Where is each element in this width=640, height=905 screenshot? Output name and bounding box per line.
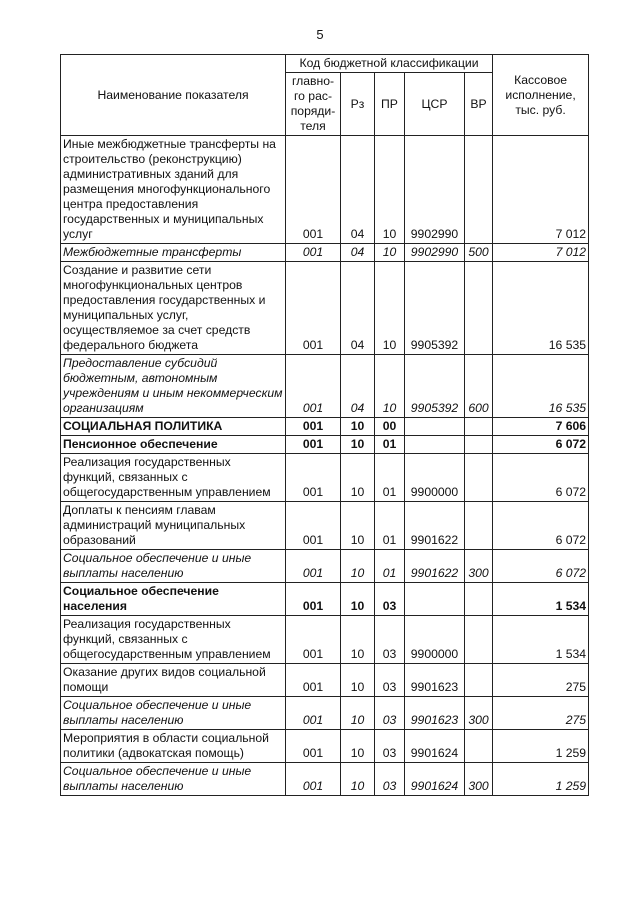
cell-csr bbox=[405, 418, 465, 436]
cell-csr: 9901624 bbox=[405, 730, 465, 763]
cell-vr: 300 bbox=[465, 763, 493, 796]
cell-name: Реализация государственных функций, связанных с общегосударственным управлением bbox=[61, 454, 286, 502]
cell-rz: 10 bbox=[341, 763, 375, 796]
cell-name: Предоставление субсидий бюджетным, автономным учреждениям и иным некоммерческим организациям bbox=[61, 355, 286, 418]
cell-vr bbox=[465, 502, 493, 550]
table-row bbox=[61, 664, 589, 697]
cell-gl: 001 bbox=[286, 550, 341, 583]
cell-rz: 10 bbox=[341, 616, 375, 664]
cell-csr: 9905392 bbox=[405, 355, 465, 418]
table-row bbox=[61, 436, 589, 454]
cell-vr bbox=[465, 616, 493, 664]
cell-rz: 10 bbox=[341, 418, 375, 436]
cell-vr bbox=[465, 583, 493, 616]
cell-pr: 03 bbox=[375, 763, 405, 796]
cell-pr: 03 bbox=[375, 730, 405, 763]
cell-name: Оказание других видов социальной помощи bbox=[61, 664, 286, 697]
cell-csr: 9901622 bbox=[405, 502, 465, 550]
cell-amount: 16 535 bbox=[493, 262, 589, 355]
cell-amount: 1 259 bbox=[493, 730, 589, 763]
cell-amount: 16 535 bbox=[493, 355, 589, 418]
cell-name: Пенсионное обеспечение bbox=[61, 436, 286, 454]
page-number: 5 bbox=[316, 27, 324, 42]
cell-gl: 001 bbox=[286, 763, 341, 796]
cell-csr: 9901623 bbox=[405, 664, 465, 697]
cell-rz: 10 bbox=[341, 583, 375, 616]
table-row bbox=[61, 583, 589, 616]
budget-table bbox=[60, 54, 589, 796]
cell-pr: 03 bbox=[375, 583, 405, 616]
cell-vr bbox=[465, 664, 493, 697]
cell-gl: 001 bbox=[286, 436, 341, 454]
cell-csr bbox=[405, 436, 465, 454]
cell-pr: 01 bbox=[375, 502, 405, 550]
table-row bbox=[61, 697, 589, 730]
cell-gl: 001 bbox=[286, 730, 341, 763]
cell-name: Доплаты к пенсиям главам администраций муниципальных образований bbox=[61, 502, 286, 550]
cell-pr: 10 bbox=[375, 244, 405, 262]
cell-gl: 001 bbox=[286, 502, 341, 550]
cell-vr: 300 bbox=[465, 697, 493, 730]
cell-name: Социальное обеспечение и иные выплаты населению bbox=[61, 697, 286, 730]
table-row bbox=[61, 763, 589, 796]
cell-pr: 10 bbox=[375, 136, 405, 244]
cell-csr: 9900000 bbox=[405, 454, 465, 502]
cell-csr bbox=[405, 583, 465, 616]
table-row bbox=[61, 136, 589, 244]
table-row bbox=[61, 244, 589, 262]
cell-pr: 03 bbox=[375, 697, 405, 730]
cell-vr: 600 bbox=[465, 355, 493, 418]
cell-amount: 6 072 bbox=[493, 502, 589, 550]
cell-gl: 001 bbox=[286, 418, 341, 436]
cell-pr: 01 bbox=[375, 550, 405, 583]
header-classification-group: Код бюджетной классификации bbox=[286, 55, 493, 73]
cell-name: Социальное обеспечение и иные выплаты населению bbox=[61, 550, 286, 583]
cell-csr: 9905392 bbox=[405, 262, 465, 355]
header-csr: ЦСР bbox=[405, 73, 465, 136]
cell-gl: 001 bbox=[286, 136, 341, 244]
cell-vr bbox=[465, 436, 493, 454]
cell-csr: 9901624 bbox=[405, 763, 465, 796]
cell-vr: 500 bbox=[465, 244, 493, 262]
table-row bbox=[61, 502, 589, 550]
cell-amount: 275 bbox=[493, 697, 589, 730]
cell-name: Социальное обеспечение и иные выплаты населению bbox=[61, 763, 286, 796]
cell-vr bbox=[465, 418, 493, 436]
header-vr: ВР bbox=[465, 73, 493, 136]
header-gl: главно- го рас- поряди- теля bbox=[286, 73, 341, 136]
cell-amount: 6 072 bbox=[493, 454, 589, 502]
cell-name: Иные межбюджетные трансферты на строительство (реконструкцию) административных зданий для размещения многофункционального центра предоставления государственных и муниципальных услуг bbox=[61, 136, 286, 244]
cell-rz: 10 bbox=[341, 454, 375, 502]
table-row bbox=[61, 418, 589, 436]
table-body bbox=[61, 136, 589, 796]
cell-rz: 10 bbox=[341, 550, 375, 583]
cell-rz: 10 bbox=[341, 436, 375, 454]
cell-rz: 04 bbox=[341, 244, 375, 262]
cell-rz: 10 bbox=[341, 697, 375, 730]
cell-rz: 04 bbox=[341, 136, 375, 244]
cell-csr: 9902990 bbox=[405, 136, 465, 244]
cell-name: Реализация государственных функций, связанных с общегосударственным управлением bbox=[61, 616, 286, 664]
table-row bbox=[61, 355, 589, 418]
table-row bbox=[61, 454, 589, 502]
cell-name: Создание и развитие сети многофункциональных центров предоставления государственных и муниципальных услуг, осуществляемое за счет средств федерального бюджета bbox=[61, 262, 286, 355]
cell-name: Межбюджетные трансферты bbox=[61, 244, 286, 262]
cell-gl: 001 bbox=[286, 616, 341, 664]
cell-vr: 300 bbox=[465, 550, 493, 583]
cell-pr: 00 bbox=[375, 418, 405, 436]
header-name: Наименование показателя bbox=[61, 55, 286, 136]
cell-gl: 001 bbox=[286, 697, 341, 730]
cell-pr: 03 bbox=[375, 664, 405, 697]
table-row bbox=[61, 550, 589, 583]
cell-name: Мероприятия в области социальной политики (адвокатская помощь) bbox=[61, 730, 286, 763]
cell-rz: 10 bbox=[341, 502, 375, 550]
cell-name: Социальное обеспечение населения bbox=[61, 583, 286, 616]
header-amount: Кассовое исполнение, тыс. руб. bbox=[493, 55, 589, 136]
cell-amount: 7 606 bbox=[493, 418, 589, 436]
cell-csr: 9900000 bbox=[405, 616, 465, 664]
cell-amount: 6 072 bbox=[493, 550, 589, 583]
cell-amount: 6 072 bbox=[493, 436, 589, 454]
cell-pr: 01 bbox=[375, 436, 405, 454]
cell-amount: 275 bbox=[493, 664, 589, 697]
cell-gl: 001 bbox=[286, 244, 341, 262]
cell-gl: 001 bbox=[286, 664, 341, 697]
cell-pr: 01 bbox=[375, 454, 405, 502]
cell-csr: 9901623 bbox=[405, 697, 465, 730]
cell-gl: 001 bbox=[286, 262, 341, 355]
header-pr: ПР bbox=[375, 73, 405, 136]
table-row bbox=[61, 730, 589, 763]
cell-csr: 9901622 bbox=[405, 550, 465, 583]
cell-amount: 1 259 bbox=[493, 763, 589, 796]
cell-amount: 7 012 bbox=[493, 244, 589, 262]
cell-gl: 001 bbox=[286, 583, 341, 616]
cell-amount: 1 534 bbox=[493, 616, 589, 664]
table-row bbox=[61, 262, 589, 355]
table-row bbox=[61, 616, 589, 664]
cell-csr: 9902990 bbox=[405, 244, 465, 262]
cell-gl: 001 bbox=[286, 355, 341, 418]
cell-pr: 10 bbox=[375, 262, 405, 355]
cell-pr: 10 bbox=[375, 355, 405, 418]
cell-rz: 04 bbox=[341, 355, 375, 418]
cell-vr bbox=[465, 730, 493, 763]
cell-name: СОЦИАЛЬНАЯ ПОЛИТИКА bbox=[61, 418, 286, 436]
cell-pr: 03 bbox=[375, 616, 405, 664]
cell-gl: 001 bbox=[286, 454, 341, 502]
table-header bbox=[61, 55, 589, 136]
cell-amount: 1 534 bbox=[493, 583, 589, 616]
cell-amount: 7 012 bbox=[493, 136, 589, 244]
cell-vr bbox=[465, 454, 493, 502]
cell-vr bbox=[465, 262, 493, 355]
cell-rz: 10 bbox=[341, 664, 375, 697]
cell-vr bbox=[465, 136, 493, 244]
header-rz: Рз bbox=[341, 73, 375, 136]
cell-rz: 10 bbox=[341, 730, 375, 763]
cell-rz: 04 bbox=[341, 262, 375, 355]
